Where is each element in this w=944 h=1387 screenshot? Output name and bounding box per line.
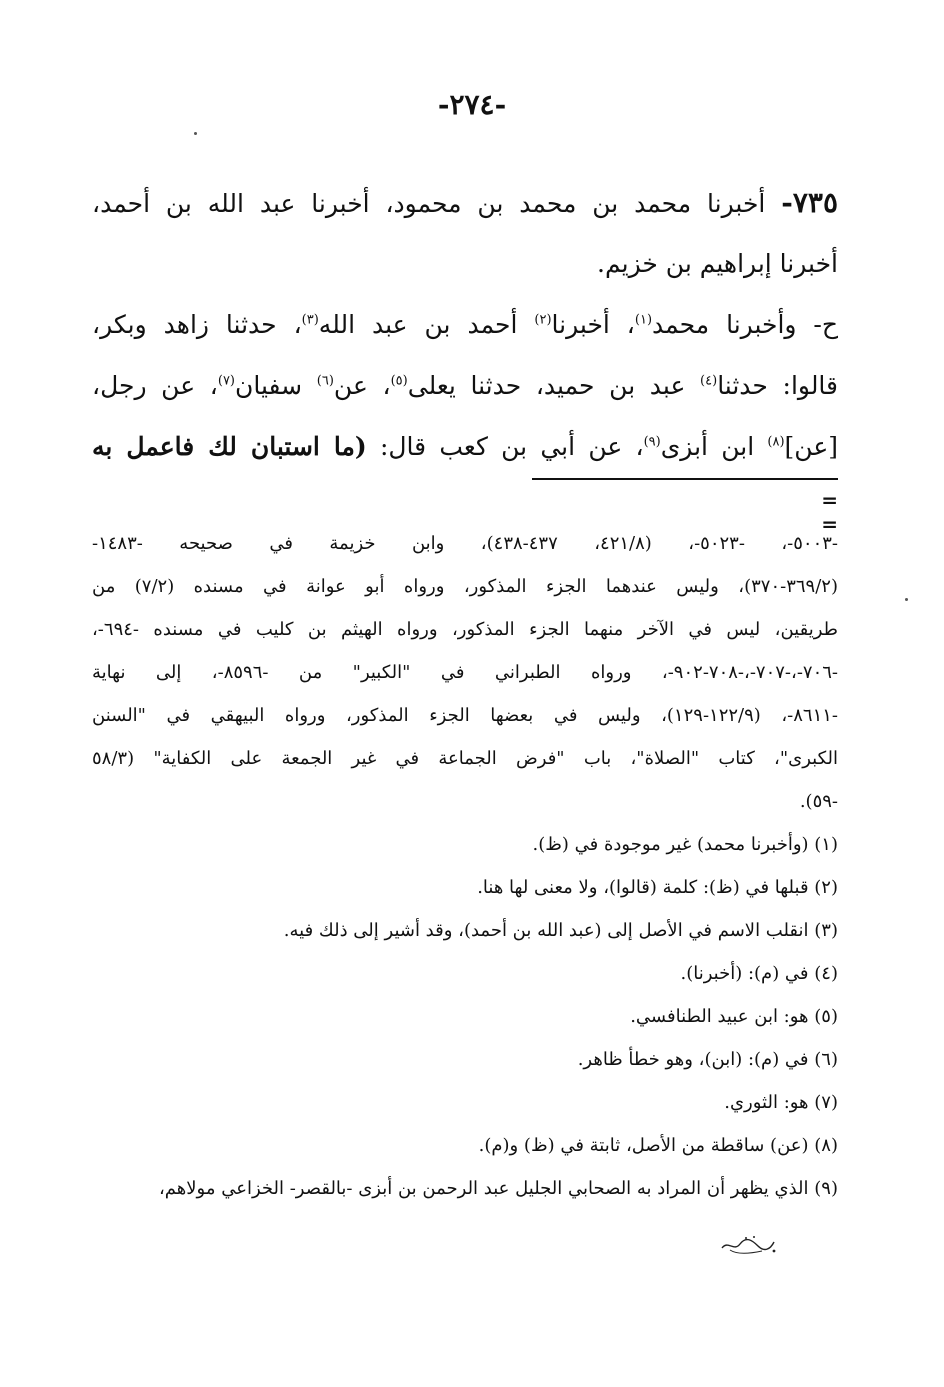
line-5-part-2: ابن أبزى [660, 432, 768, 461]
footnote-ref-9: (٩) [643, 434, 661, 450]
takhrij-line-7: -٥٩). [799, 791, 838, 812]
takhrij-line-3: طريقين، ليس في الآخر منهما الجزء المذكور، ورواه الهيثم بن كليب في مسنده -٦٩٤-، [92, 619, 838, 640]
footnote-ref-7: (٧) [217, 373, 235, 389]
footnote-5: (٥) هو: ابن عبيد الطنافسي. [630, 1006, 838, 1027]
footnote-2: (٢) قبلها في (ظ): كلمة (قالوا)، ولا معنى لها هنا. [477, 877, 838, 898]
line-4-part-2: عبد بن حميد، حدثنا يعلى [407, 371, 701, 400]
page-number: -٢٧٤- [437, 88, 507, 121]
hadith-line-3 [92, 294, 838, 355]
takhrij-line-6: الكبرى"، كتاب "الصلاة"، باب "فرض الجماعة في غير الجمعة على الكفاية" (٥٨/٣ [92, 748, 838, 769]
footnote-separator [532, 478, 838, 480]
footnote-ref-4: (٤) [700, 373, 718, 389]
hadith-line-5 [92, 416, 838, 477]
hadith-number: ٧٣٥- [781, 186, 838, 219]
line-3-part-3: أحمد بن عبد الله [318, 310, 535, 339]
hadith-matn-bold: (ما استبان لك فاعمل به [92, 432, 367, 461]
footnotes-section [92, 522, 838, 1210]
takhrij-line-4: -٧٠٦-،-٧٠٧-،-٧٠٨-٩٠٢-، ورواه الطبراني في "الكبير" من -٨٥٩٦-، إلى نهاية [92, 662, 839, 683]
takhrij-line-5: -٨٦١١-، (١٢٢/٩-١٢٩)، وليس في بعضها الجزء المذكور، ورواه البيهقي في "السنن [92, 705, 838, 726]
hadith-line-1 [92, 172, 838, 233]
line-4-part-4: سفيان [235, 371, 317, 400]
line-3-part-1: ح- وأخبرنا محمد [652, 310, 839, 339]
scan-speck-2 [905, 598, 908, 601]
line-4-part-5: ، عن رجل، [92, 371, 218, 400]
footnote-4: (٤) في (م): (أخبرنا). [680, 963, 838, 984]
takhrij-line-2: (٣٦٩/٢-٣٧٠)، وليس عندهما الجزء المذكور، ورواه أبو عوانة في مسنده (٧/٢) من [92, 576, 838, 597]
line-4-part-1: قالوا: حدثنا [717, 371, 839, 400]
footnote-7: (٧) هو: الثوري. [724, 1092, 838, 1113]
footnote-ref-6: (٦) [316, 373, 334, 389]
footnote-1: (١) (وأخبرنا محمد) غير موجودة في (ظ). [532, 834, 838, 855]
hadith-line-1-text: أخبرنا محمد بن محمد بن محمود، أخبرنا عبد الله بن أحمد، [92, 189, 766, 218]
hadith-text [92, 172, 838, 477]
line-3-part-4: ، حدثنا زاهد وبكر، [92, 310, 302, 339]
hadith-line-4 [92, 355, 838, 416]
footnote-ref-3: (٣) [301, 312, 319, 328]
footnote-8: (٨) (عن) ساقطة من الأصل، ثابتة في (ظ) و(م). [478, 1135, 838, 1156]
footnote-ref-1: (١) [634, 312, 653, 328]
footnote-6: (٦) في (م): (ابن)، وهو خطأ ظاهر. [577, 1049, 838, 1070]
continuation-mark: = = [821, 488, 838, 536]
footnote-3: (٣) انقلب الاسم في الأصل إلى (عبد الله بن أحمد)، وقد أشير إلى ذلك فيه. [283, 920, 838, 941]
line-3-part-2: ، أخبرنا [551, 310, 635, 339]
footnote-ref-2: (٢) [534, 312, 552, 328]
takhrij-line-1: -٥٠٠٣-، -٥٠٢٣-، (٤٢١/٨، ٤٣٧-٤٣٨)، وابن خزيمة في صحيحه -١٤٨٣- [92, 533, 839, 554]
line-5-part-1: [عن] [784, 432, 839, 461]
scan-speck-1 [194, 132, 197, 135]
footnote-ref-8: (٨) [767, 434, 785, 450]
footnote-ref-5: (٥) [390, 373, 408, 389]
hadith-line-2: أخبرنا إبراهيم بن خزيم. [597, 249, 838, 278]
line-5-part-3: ، عن أبي بن كعب قال: [366, 432, 644, 461]
footnote-9: (٩) الذي يظهر أن المراد به الصحابي الجليل عبد الرحمن بن أبزى -بالقصر- الخزاعي مولاهم، [159, 1178, 838, 1199]
line-4-part-3: ، عن [333, 371, 391, 400]
radiallahu-anhu-mark [718, 1232, 778, 1256]
